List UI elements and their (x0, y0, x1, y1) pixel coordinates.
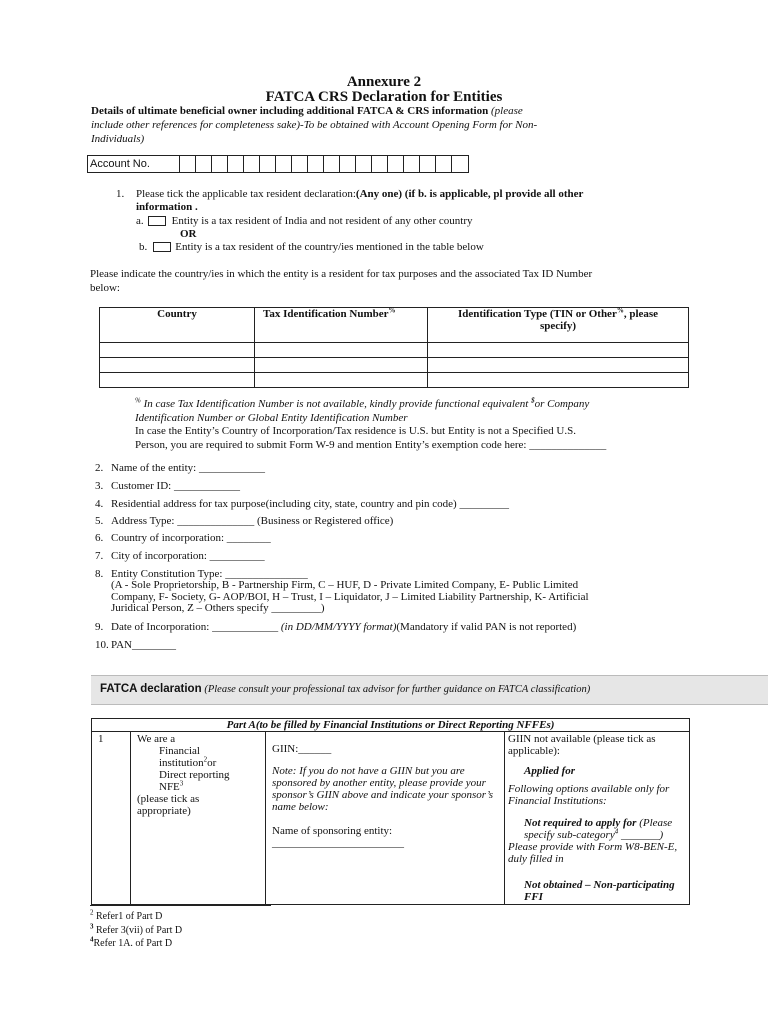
details-bold: Details of ultimate beneficial owner including additional FATCA & CRS information (91, 105, 489, 117)
list-item: 8. Entity Constitution Type: _______________ (95, 568, 308, 580)
q1-opt-b-text: Entity is a tax resident of the country/ies mentioned in the table below (175, 241, 484, 253)
constitution-type-options: (A - Sole Proprietorship, B - Partnership Firm, C – HUF, D - Private Limited Company, E- Public Limited Company, F- Society, G- AOP/BOI, H – Trust, I – Liquidator, J – Limited Liability Partnership, K- Artificial Juridical Person, Z – Others specify _________) (111, 579, 589, 614)
list-item: 3. Customer ID: ____________ (95, 480, 240, 492)
note-2a: In case the Entity’s Country of Incorporation/Tax residence is U.S. but Entity is not a Specified U.S. (135, 425, 576, 437)
account-digit-cell[interactable] (260, 156, 276, 172)
q1-text-b: (Any one) (if b. is applicable, pl provide all other (355, 188, 584, 200)
indicate-paragraph (90, 267, 690, 295)
account-digit-cell[interactable] (276, 156, 292, 172)
note-2b: Person, you are required to submit Form W-9 and mention Entity’s exemption code here: ______________ (135, 438, 607, 451)
list-item: 7. City of incorporation: __________ (95, 550, 265, 562)
account-digit-cell[interactable] (196, 156, 212, 172)
footnote-divider (90, 905, 271, 906)
list-item: 6. Country of incorporation: ________ (95, 532, 271, 544)
list-item: 10. PAN________ (95, 639, 176, 651)
pan-field[interactable]: PAN________ (111, 639, 176, 651)
q1-option-b (139, 241, 484, 254)
footnote: $^2$ Refer1 of Part D (90, 908, 163, 922)
part-a-entity-type: We are a Financial institution$^2$or Direct reporting NFE$^3$ (please tick as appropriate) (131, 732, 266, 905)
account-number-cells[interactable] (180, 156, 468, 172)
table-cell[interactable] (100, 358, 255, 373)
city-incorporation-field[interactable]: City of incorporation: __________ (111, 550, 265, 562)
tax-residency-table (99, 307, 689, 388)
entity-name-field[interactable]: Name of the entity: ____________ (111, 462, 265, 474)
details-ital-3: Individuals) (91, 133, 145, 145)
note-sup-dollar: $ (531, 396, 535, 405)
fatca-sub: (Please consult your professional tax advisor for further guidance on FATCA classification) (204, 684, 591, 695)
part-a-header: Part A(to be filled by Financial Institutions or Direct Reporting NFFEs) (92, 719, 690, 732)
customer-id-field[interactable]: Customer ID: ____________ (111, 480, 240, 492)
q1-opt-b-label: b. (139, 241, 148, 253)
giin-note: Note: If you do not have a GIIN but you are sponsored by another entity, please provide your sponsor’s GIIN above and indicate your sponsor’s name below: (272, 765, 494, 813)
account-digit-cell[interactable] (388, 156, 404, 172)
giin-field[interactable]: GIIN:______ (272, 743, 332, 755)
tax-table-header-row (100, 308, 689, 343)
tin-notes (135, 398, 695, 452)
account-digit-cell[interactable] (452, 156, 468, 172)
q1-num: 1. (116, 188, 125, 200)
q1-opt-b-checkbox[interactable] (153, 242, 171, 252)
list-item: 5. Address Type: ______________ (Business or Registered office) (95, 515, 394, 527)
address-type-field[interactable]: Address Type: ______________ (Business or Registered office) (111, 515, 394, 527)
constitution-type-field[interactable]: Entity Constitution Type: _______________ (111, 568, 308, 580)
footnote: $^3$ Refer 3(vii) of Part D (90, 922, 183, 936)
fatca-title: FATCA declaration (100, 683, 202, 695)
table-cell[interactable] (255, 373, 428, 388)
part-a-row (92, 732, 690, 905)
table-cell[interactable] (428, 358, 689, 373)
tax-table-col-tin: Tax Identification Number% (255, 308, 428, 343)
table-cell[interactable] (428, 373, 689, 388)
list-item: 9. Date of Incorporation: ____________ (in DD/MM/YYYY format)(Mandatory if valid PAN is not reported) (95, 621, 577, 633)
annexure-title: Annexure 2 (346, 74, 422, 90)
note-1a: In case Tax Identification Number is not available, kindly provide functional equivalent (140, 398, 532, 410)
tax-table-col-country: Country (100, 308, 255, 343)
country-incorporation-field[interactable]: Country of incorporation: ________ (111, 532, 271, 544)
q1-option-a (136, 215, 473, 228)
account-digit-cell[interactable] (212, 156, 228, 172)
incorporation-date-field[interactable]: Date of Incorporation: ____________ (111, 621, 281, 633)
list-item: 2. Name of the entity: ____________ (95, 462, 265, 474)
account-digit-cell[interactable] (404, 156, 420, 172)
account-digit-cell[interactable] (372, 156, 388, 172)
fatca-declaration-banner (91, 675, 768, 705)
residential-address-field[interactable]: Residential address for tax purpose(including city, state, country and pin code) _________ (111, 498, 509, 510)
details-ital-2: include other references for completeness sake)-To be obtained with Account Opening Form for Non- (91, 119, 538, 131)
note-1c: Identification Number or Global Entity Identification Number (135, 411, 408, 424)
table-cell[interactable] (100, 343, 255, 358)
account-digit-cell[interactable] (340, 156, 356, 172)
table-cell[interactable] (255, 343, 428, 358)
account-digit-cell[interactable] (324, 156, 340, 172)
account-digit-cell[interactable] (356, 156, 372, 172)
q1-opt-a-text: Entity is a tax resident of India and not resident of any other country (171, 215, 473, 227)
account-digit-cell[interactable] (292, 156, 308, 172)
sponsor-label: Name of sponsoring entity: (272, 825, 393, 837)
sponsor-field[interactable]: ________________________ (272, 837, 404, 849)
table-cell[interactable] (428, 343, 689, 358)
account-digit-cell[interactable] (436, 156, 452, 172)
account-digit-cell[interactable] (308, 156, 324, 172)
details-ital-1: (please (490, 105, 523, 117)
q1-opt-a-label: a. (136, 215, 144, 227)
part-a-header-row (92, 719, 690, 732)
account-digit-cell[interactable] (228, 156, 244, 172)
q1-or: OR (180, 228, 197, 240)
part-a-num: 1 (92, 732, 131, 905)
table-cell[interactable] (100, 373, 255, 388)
table-cell[interactable] (255, 358, 428, 373)
q1-block (116, 188, 676, 214)
table-row (100, 358, 689, 373)
account-number-row (87, 155, 469, 173)
applied-for-option[interactable]: Applied for (524, 765, 576, 777)
part-a-table (91, 718, 690, 905)
part-a-giin (266, 732, 505, 905)
indicate-line2: below: (90, 282, 120, 294)
details-paragraph (91, 104, 691, 146)
q1-opt-a-checkbox[interactable] (148, 216, 166, 226)
indicate-line1: Please indicate the country/ies in which the entity is a resident for tax purposes and the associated Tax ID Number (90, 268, 593, 280)
note-sup-percent: % (135, 396, 141, 405)
tax-table-col-id-type: Identification Type (TIN or Other%, please specify) (428, 308, 689, 343)
list-item: 4. Residential address for tax purpose(including city, state, country and pin code) _________ (95, 498, 509, 510)
account-digit-cell[interactable] (420, 156, 436, 172)
footnote: $^4$Refer 1A. of Part D (90, 935, 173, 949)
account-digit-cell[interactable] (180, 156, 196, 172)
part-a-giin-na: GIIN not available (please tick as applicable): Applied for Following options available only for Financial Institutions: Not required to apply for (Please specify sub-category$^4$ _______) Please provide with Form W8-BEN-E, duly filled in Not obtained – Non-participating FFI (505, 732, 690, 905)
q1-text-c: information . (136, 201, 198, 213)
q1-text-a: Please tick the applicable tax resident declaration: (136, 188, 356, 200)
account-number-label: Account No. (88, 156, 180, 172)
account-digit-cell[interactable] (244, 156, 260, 172)
not-required-option[interactable]: Not required to apply for (Please specify sub-category$^4$ _______) (524, 817, 673, 841)
table-row (100, 343, 689, 358)
not-obtained-option[interactable]: Not obtained – Non-participating FFI (524, 879, 675, 903)
page-title: FATCA CRS Declaration for Entities (265, 89, 503, 105)
note-1b: or Company (534, 398, 590, 410)
table-row (100, 373, 689, 388)
